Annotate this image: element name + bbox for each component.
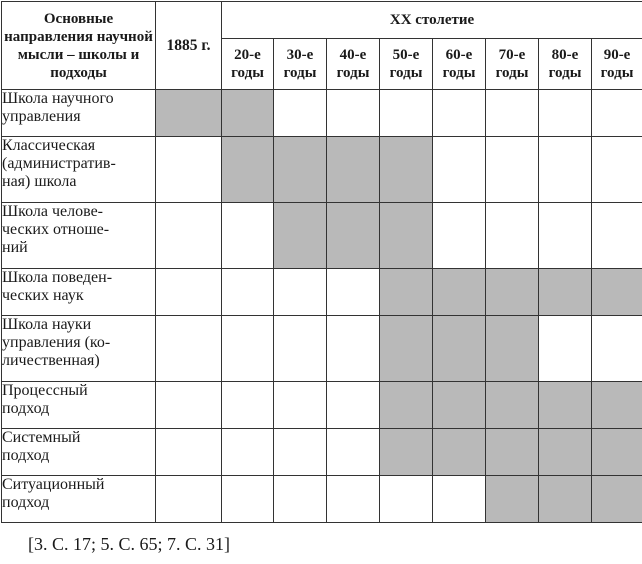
decade-number: 90-е <box>603 47 631 63</box>
period-cell-empty <box>539 203 592 269</box>
period-cell-empty <box>486 90 539 137</box>
table-row <box>2 269 642 316</box>
period-cell-active <box>222 137 274 203</box>
period-cell-empty <box>222 476 274 523</box>
decade-word: годы <box>336 65 370 81</box>
period-cell-active <box>380 316 433 382</box>
header-decade <box>486 39 539 90</box>
header-decade <box>592 39 642 90</box>
decade-word: годы <box>600 65 634 81</box>
decade-number: 70-е <box>498 47 526 63</box>
period-cell-empty <box>539 137 592 203</box>
period-cell-empty <box>327 90 380 137</box>
period-cell-empty <box>156 137 222 203</box>
decade-number: 80-е <box>551 47 579 63</box>
school-label-line: Ситуационный <box>2 476 105 493</box>
period-cell-active <box>380 137 433 203</box>
decade-number: 20-е <box>234 47 261 63</box>
header-decade <box>433 39 486 90</box>
school-label-line: личественная) <box>2 352 100 369</box>
period-cell-empty <box>274 316 327 382</box>
period-cell-active <box>222 90 274 137</box>
period-cell-active <box>274 203 327 269</box>
period-cell-empty <box>327 429 380 476</box>
period-cell-empty <box>156 476 222 523</box>
school-label-line: управления <box>2 108 81 125</box>
school-label <box>2 269 156 316</box>
school-label-line: подход <box>2 447 50 464</box>
period-cell-empty <box>156 429 222 476</box>
school-label <box>2 137 156 203</box>
period-cell-empty <box>156 203 222 269</box>
period-cell-empty <box>592 203 642 269</box>
period-cell-empty <box>327 269 380 316</box>
table-row <box>2 316 642 382</box>
period-cell-active <box>539 476 592 523</box>
period-cell-empty <box>327 476 380 523</box>
period-cell-empty <box>274 382 327 429</box>
school-label-line: Школа науки <box>2 316 92 333</box>
header-century: XX столетие <box>222 2 642 39</box>
period-cell-empty <box>156 316 222 382</box>
decade-word: годы <box>495 65 529 81</box>
period-cell-empty <box>592 316 642 382</box>
period-cell-empty <box>222 316 274 382</box>
school-label <box>2 476 156 523</box>
period-cell-empty <box>222 203 274 269</box>
period-cell-empty <box>380 90 433 137</box>
period-cell-active <box>433 429 486 476</box>
school-label-line: Школа поведен- <box>2 269 113 286</box>
period-cell-empty <box>380 476 433 523</box>
period-cell-empty <box>433 137 486 203</box>
header-decade <box>222 39 274 90</box>
school-label <box>2 203 156 269</box>
period-cell-empty <box>327 316 380 382</box>
period-cell-active <box>433 269 486 316</box>
table-row <box>2 90 642 137</box>
period-cell-active <box>433 316 486 382</box>
decade-number: 30-е <box>286 47 314 63</box>
period-cell-active <box>433 382 486 429</box>
table-row <box>2 203 642 269</box>
header-schools: Основные направления научной мысли – школы и подходы <box>2 2 156 90</box>
period-cell-empty <box>592 90 642 137</box>
period-cell-active <box>380 203 433 269</box>
decade-word: годы <box>548 65 582 81</box>
header-decade <box>380 39 433 90</box>
period-cell-empty <box>274 90 327 137</box>
period-cell-empty <box>156 382 222 429</box>
period-cell-active <box>156 90 222 137</box>
school-label-line: ний <box>2 239 28 256</box>
header-decade <box>274 39 327 90</box>
decade-number: 60-е <box>445 47 473 63</box>
schools-timeline-table <box>1 1 642 523</box>
period-cell-empty <box>222 269 274 316</box>
period-cell-empty <box>327 382 380 429</box>
period-cell-active <box>539 269 592 316</box>
period-cell-empty <box>539 90 592 137</box>
period-cell-empty <box>222 382 274 429</box>
school-label <box>2 382 156 429</box>
header-decade <box>539 39 592 90</box>
period-cell-empty <box>592 137 642 203</box>
period-cell-active <box>592 429 642 476</box>
period-cell-empty <box>486 137 539 203</box>
period-cell-active <box>486 429 539 476</box>
table-row <box>2 382 642 429</box>
table-row <box>2 429 642 476</box>
period-cell-active <box>327 137 380 203</box>
period-cell-empty <box>433 203 486 269</box>
period-cell-empty <box>433 90 486 137</box>
table-row <box>2 137 642 203</box>
school-label-line: Классическая <box>2 137 96 154</box>
period-cell-empty <box>274 429 327 476</box>
period-cell-active <box>486 269 539 316</box>
period-cell-empty <box>222 429 274 476</box>
school-label-line: управления (ко- <box>2 334 111 351</box>
school-label-line: Школа научного <box>2 90 114 107</box>
school-label-line: Системный <box>2 429 81 446</box>
table-row <box>2 476 642 523</box>
decade-word: годы <box>389 65 423 81</box>
header-decade <box>327 39 380 90</box>
period-cell-active <box>592 476 642 523</box>
decade-word: годы <box>283 65 317 81</box>
decade-number: 40-е <box>339 47 367 63</box>
school-label-line: Процессный <box>2 382 88 399</box>
period-cell-active <box>274 137 327 203</box>
school-label <box>2 90 156 137</box>
school-label-line: подход <box>2 400 50 417</box>
period-cell-active <box>327 203 380 269</box>
school-label-line: подход <box>2 494 50 511</box>
period-cell-active <box>592 269 642 316</box>
period-cell-active <box>486 316 539 382</box>
period-cell-empty <box>433 476 486 523</box>
period-cell-active <box>539 382 592 429</box>
period-cell-active <box>592 382 642 429</box>
school-label-line: ческих наук <box>2 287 84 304</box>
period-cell-empty <box>539 316 592 382</box>
period-cell-active <box>486 476 539 523</box>
school-label <box>2 316 156 382</box>
period-cell-empty <box>274 269 327 316</box>
period-cell-empty <box>156 269 222 316</box>
period-cell-empty <box>486 203 539 269</box>
school-label-line: (административ- <box>2 155 116 172</box>
period-cell-active <box>380 269 433 316</box>
period-cell-active <box>380 429 433 476</box>
period-cell-active <box>539 429 592 476</box>
decade-word: годы <box>442 65 476 81</box>
period-cell-active <box>380 382 433 429</box>
school-label-line: ческих отноше- <box>2 221 110 238</box>
header-1885: 1885 г. <box>156 2 222 90</box>
school-label-line: ная) школа <box>2 173 77 190</box>
decade-number: 50-е <box>392 47 420 63</box>
school-label <box>2 429 156 476</box>
school-label-line: Школа челове- <box>2 203 103 220</box>
period-cell-active <box>486 382 539 429</box>
source-reference: [3. С. 17; 5. С. 65; 7. С. 31] <box>28 534 231 554</box>
period-cell-empty <box>274 476 327 523</box>
decade-word: годы <box>231 65 264 81</box>
